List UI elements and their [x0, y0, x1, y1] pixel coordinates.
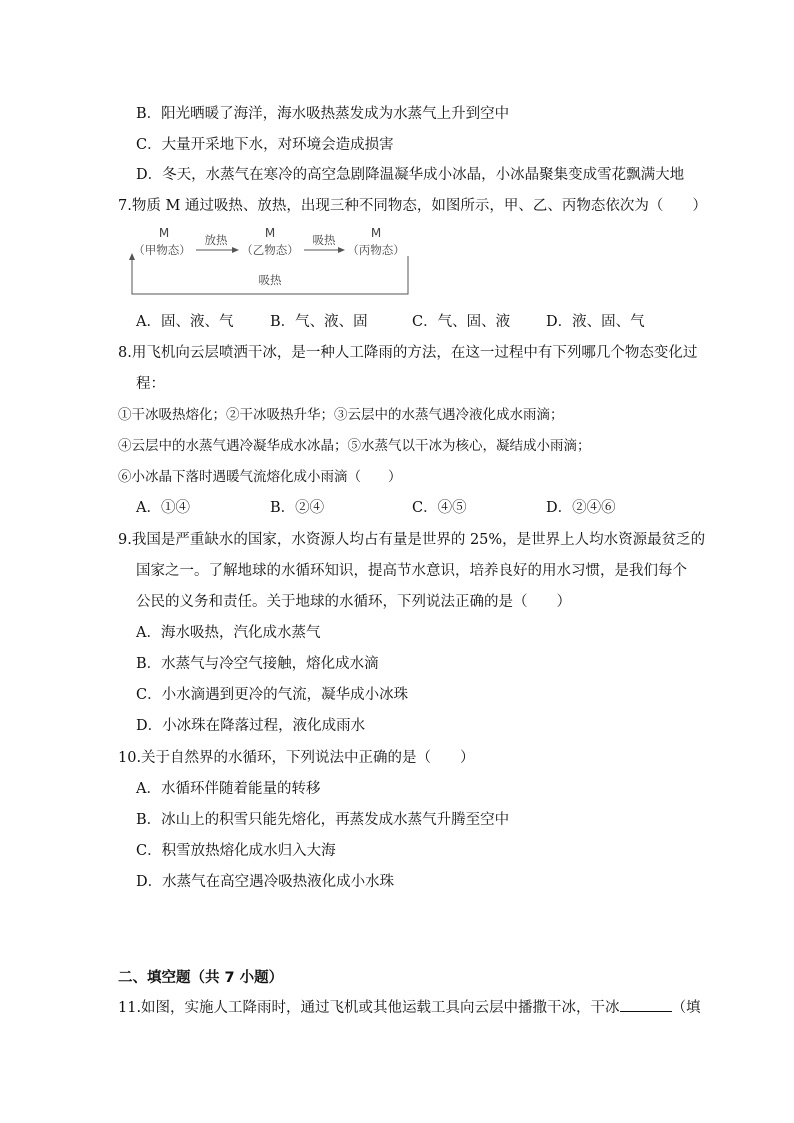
q8-option-c: C．④⑤ [412, 500, 467, 516]
q8-option-d: D．②④⑥ [546, 500, 616, 516]
section-title-fill-in: 二、填空题（共 7 小题） [118, 970, 284, 986]
q11-stem-end: （填 [671, 1000, 701, 1016]
diagram-state-jia: （甲物态） [133, 243, 191, 257]
q7-option-a: A．固、液、气 [136, 314, 234, 330]
diagram-m2: M [264, 226, 276, 240]
q7-option-c: C．气、固、液 [412, 314, 511, 330]
state-change-diagram [128, 222, 418, 300]
q8-item-1: ①干冰吸热熔化；②干冰吸热升华；③云层中的水蒸气遇冷液化成水雨滴； [118, 407, 564, 423]
q10-option-a: A．水循环伴随着能量的转移 [136, 781, 321, 797]
q10-option-d: D．水蒸气在高空遇冷吸热液化成小水珠 [136, 874, 395, 890]
q9-stem-cont-1: 国家之一。了解地球的水循环知识，提高节水意识，培养良好的用水习惯，是我们每个 [136, 563, 687, 579]
q10-stem: 10.关于自然界的水循环，下列说法中正确的是（ ） [118, 750, 475, 766]
q7-option-b: B．气、液、固 [270, 314, 368, 330]
q6-option-d: D．冬天，水蒸气在寒冷的高空急剧降温凝华成小冰晶，小冰晶聚集变成雪花飘满大地 [136, 167, 685, 183]
q6-option-c: C．大量开采地下水，对环境会造成损害 [136, 137, 394, 153]
diagram-m1: M [158, 226, 170, 240]
q10-option-c: C．积雪放热熔化成水归入大海 [136, 843, 336, 859]
q11-stem [118, 997, 701, 1018]
diagram-label-absorb-heat-2: 吸热 [258, 273, 282, 287]
q11-answer-blank[interactable] [620, 997, 672, 1012]
q9-stem: 9.我国是严重缺水的国家，水资源人均占有量是世界的 25%，是世界上人均水资源最贫乏的 [118, 532, 706, 548]
diagram-label-release-heat: 放热 [204, 233, 228, 247]
q10-option-b: B．冰山上的积雪只能先熔化，再蒸发成水蒸气升腾至空中 [136, 812, 510, 828]
q9-stem-cont-2: 公民的义务和责任。关于地球的水循环，下列说法正确的是（ ） [136, 594, 571, 610]
diagram-state-yi: （乙物态） [241, 243, 299, 257]
q9-option-a: A．海水吸热，汽化成水蒸气 [136, 625, 321, 641]
q6-option-b: B．阳光晒暖了海洋，海水吸热蒸发成为水蒸气上升到空中 [136, 106, 510, 122]
q9-option-b: B．水蒸气与冷空气接触，熔化成水滴 [136, 656, 379, 672]
q8-item-3: ⑥小冰晶下落时遇暖气流熔化成小雨滴（ ） [118, 469, 402, 485]
q8-item-2: ④云层中的水蒸气遇冷凝华成水冰晶；⑤水蒸气以干冰为核心，凝结成小雨滴； [118, 438, 591, 454]
q8-option-a: A．①④ [136, 500, 190, 516]
q9-option-d: D．小冰珠在降落过程，液化成雨水 [136, 718, 366, 734]
q8-option-b: B．②④ [270, 500, 325, 516]
q7-stem: 7.物质 M 通过吸热、放热，出现三种不同物态，如图所示，甲、乙、丙物态依次为（ ） [118, 198, 707, 214]
diagram-state-bing: （丙物态） [347, 243, 405, 257]
q8-stem: 8.用飞机向云层喷洒干冰，是一种人工降雨的方法，在这一过程中有下列哪几个物态变化过 [118, 345, 698, 361]
q8-stem-cont: 程： [136, 376, 165, 392]
diagram-m3: M [370, 226, 382, 240]
diagram-label-absorb-heat-1: 吸热 [312, 233, 336, 247]
q9-option-c: C．小水滴遇到更冷的气流，凝华成小冰珠 [136, 687, 409, 703]
q7-option-d: D．液、固、气 [546, 314, 645, 330]
q11-stem-start: 11.如图，实施人工降雨时，通过飞机或其他运载工具向云层中播撒干冰，干冰 [118, 1000, 620, 1016]
